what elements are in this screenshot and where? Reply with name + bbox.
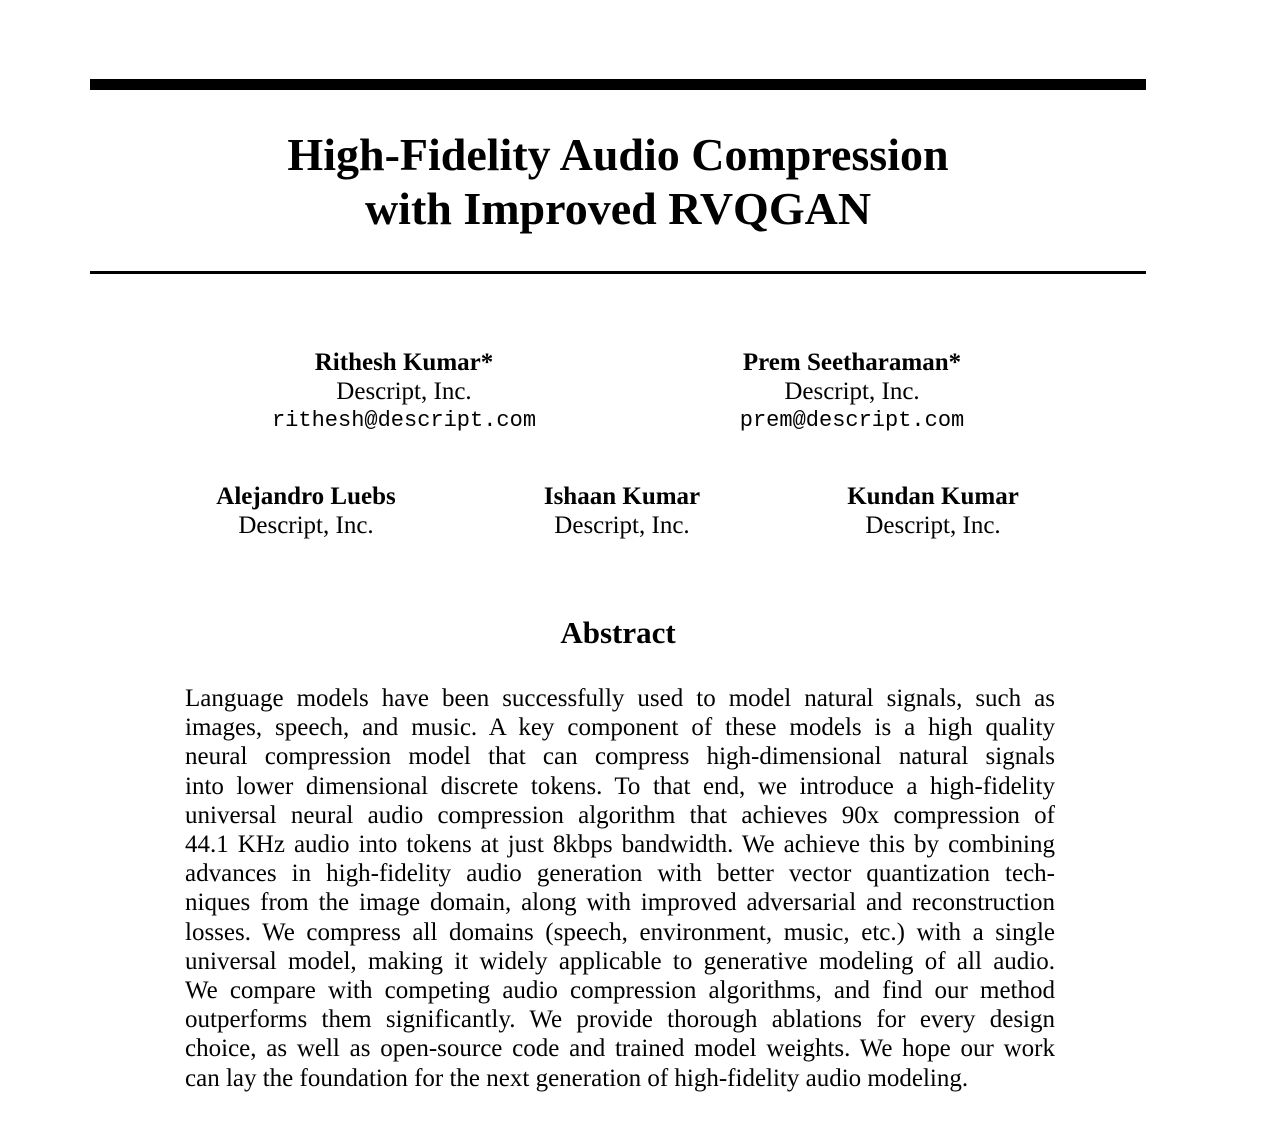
author-block-alejandro-luebs: [216, 482, 395, 540]
author-affiliation: Descript, Inc.: [865, 512, 1001, 539]
title-line-2: with Improved RVQGAN: [364, 183, 872, 234]
title-line-1: High-Fidelity Audio Compression: [287, 129, 949, 180]
abstract-line: niques from the image domain, along with improved adversarial and reconstruction: [185, 889, 1055, 917]
author-block-rithesh-kumar: [272, 348, 536, 436]
abstract-line: outperforms them significantly. We provide thorough ablations for every design: [185, 1006, 1055, 1034]
author-affiliation: Descript, Inc.: [554, 512, 690, 539]
title-top-rule: [90, 79, 1146, 90]
author-name: Rithesh Kumar*: [314, 349, 494, 376]
author-name: Kundan Kumar: [847, 483, 1019, 510]
author-block-ishaan-kumar: [544, 482, 700, 540]
author-name: Prem Seetharaman*: [742, 349, 962, 376]
author-email: rithesh@descript.com: [271, 408, 537, 433]
abstract-line: into lower dimensional discrete tokens. To that end, we introduce a high-fidelity: [185, 772, 1055, 800]
abstract-line: universal neural audio compression algorithm that achieves 90x compression of: [185, 801, 1055, 829]
abstract-line: choice, as well as open-source code and trained model weights. We hope our work: [185, 1035, 1055, 1063]
abstract-line: We compare with competing audio compression algorithms, and find our method: [185, 977, 1055, 1005]
abstract-line: can lay the foundation for the next generation of high-fidelity audio modeling.: [185, 1064, 969, 1092]
paper-title: [90, 128, 1146, 236]
author-block-prem-seetharaman: [740, 348, 964, 436]
abstract-body: [185, 684, 1055, 1093]
abstract-heading: Abstract: [560, 615, 676, 650]
abstract-line: advances in high-fidelity audio generation with better vector quantization tech-: [185, 860, 1055, 888]
author-email: prem@descript.com: [739, 408, 965, 433]
author-name: Ishaan Kumar: [543, 483, 701, 510]
author-affiliation: Descript, Inc.: [238, 512, 374, 539]
author-affiliation: Descript, Inc.: [336, 378, 472, 405]
abstract-line: Language models have been successfully used to model natural signals, such as: [185, 685, 1055, 712]
author-name: Alejandro Luebs: [216, 483, 396, 510]
author-affiliation: Descript, Inc.: [784, 378, 920, 405]
title-bottom-rule: [90, 271, 1146, 274]
abstract-line: losses. We compress all domains (speech, environment, music, etc.) with a single: [185, 918, 1055, 946]
abstract-line: images, speech, and music. A key component of these models is a high quality: [185, 714, 1055, 742]
abstract-line: neural compression model that can compress high-dimensional natural signals: [185, 743, 1055, 771]
abstract-line: universal model, making it widely applicable to generative modeling of all audio.: [185, 947, 1055, 975]
abstract-line: 44.1 KHz audio into tokens at just 8kbps bandwidth. We achieve this by combining: [185, 831, 1055, 859]
author-block-kundan-kumar: [847, 482, 1019, 540]
